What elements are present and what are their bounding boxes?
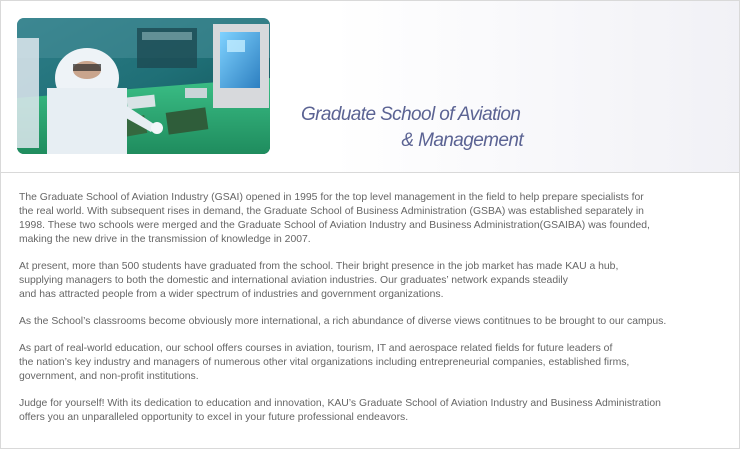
text-line: As part of real-world education, our school offers courses in aviation, tourism, IT and aerospace related fields for future leaders of (19, 343, 613, 354)
page-title-line2: & Management (401, 130, 523, 151)
paragraph-education (19, 342, 719, 384)
body-content (19, 191, 719, 438)
paragraph-international (19, 315, 719, 329)
text-line: and has attracted people from a wider spectrum of industries and government organizations. (19, 289, 444, 300)
text-line: government, and non-profit institutions. (19, 371, 199, 382)
text-line: the real world. With subsequent rises in demand, the Graduate School of Business Administration (GSBA) was established separately in (19, 206, 644, 217)
page-title-line1: Graduate School of Aviation (301, 104, 521, 125)
paragraph-closing (19, 397, 719, 425)
page-title (301, 102, 523, 154)
text-line: The Graduate School of Aviation Industry (GSAI) opened in 1995 for the top level management in the field to help prepare specialists for (19, 192, 644, 203)
header-photo (17, 18, 270, 154)
lab-photo-image (17, 18, 270, 154)
header-banner (1, 1, 739, 173)
text-line: supplying managers to both the domestic and international aviation industries. Our graduates’ network expands steadily (19, 275, 568, 286)
text-line: the nation’s key industry and managers of numerous other vital organizations including entrepreneurial companies, established firms, (19, 357, 630, 368)
text-line: making the new drive in the transmission of knowledge in 2007. (19, 234, 311, 245)
paragraph-history (19, 191, 719, 247)
text-line: Judge for yourself! With its dedication to education and innovation, KAU’s Graduate School of Aviation Industry and Business Administration (19, 398, 661, 409)
text-line: offers you an unparalleled opportunity to excel in your future professional endeavors. (19, 412, 409, 423)
text-line: At present, more than 500 students have graduated from the school. Their bright presence in the job market has made KAU a hub, (19, 261, 619, 272)
text-line: 1998. These two schools were merged and the Graduate School of Aviation Industry and Business Administration(GSAIBA) was founded, (19, 220, 650, 231)
paragraph-graduates (19, 260, 719, 302)
text-line: As the School’s classrooms become obviously more international, a rich abundance of diverse views contitnues to be brought to our campus. (19, 316, 667, 327)
